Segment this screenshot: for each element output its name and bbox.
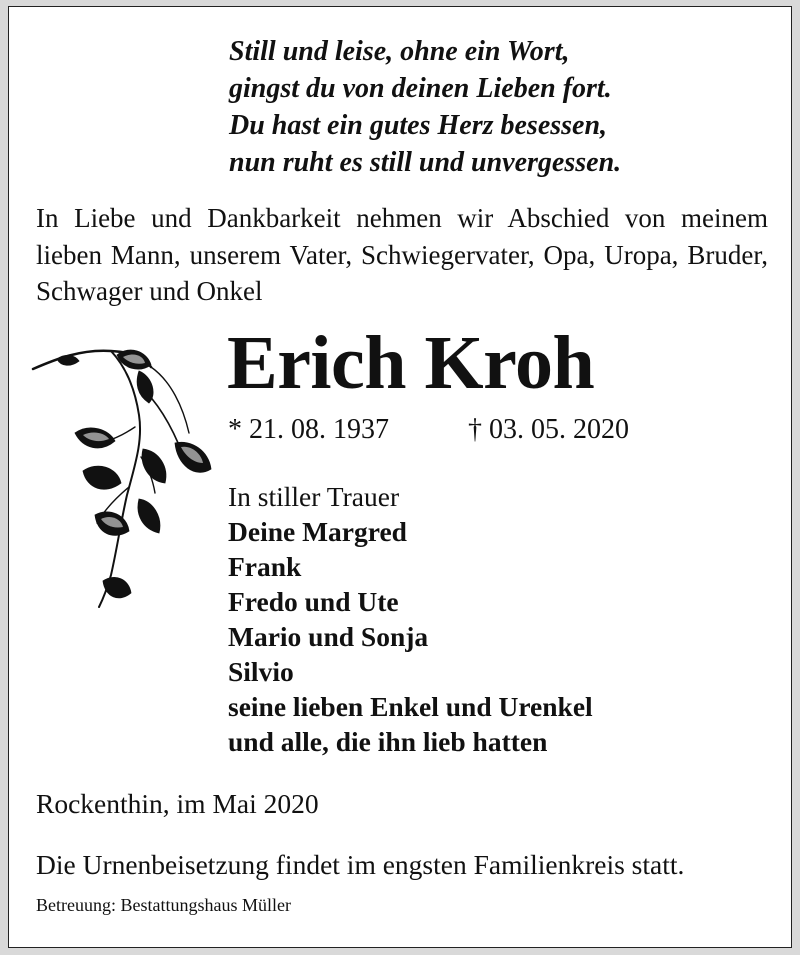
mourner-name: Mario und Sonja: [228, 621, 429, 652]
place-and-date: Rockenthin, im Mai 2020: [36, 788, 319, 819]
poem-line: Still und leise, ohne ein Wort,: [229, 36, 570, 67]
obituary-notice: [8, 6, 792, 948]
mourner-name: seine lieben Enkel und Urenkel: [228, 691, 593, 722]
mourner-name: Deine Margred: [228, 516, 407, 547]
birch-branch-icon: [31, 337, 216, 617]
mourner-name: Silvio: [228, 656, 294, 687]
mourner-name: Fredo und Ute: [228, 586, 399, 617]
burial-note: Die Urnenbeisetzung findet im engsten Familienkreis statt.: [36, 849, 685, 880]
poem: [229, 33, 621, 181]
deceased-name: Erich Kroh: [227, 321, 595, 405]
mourners-list: [228, 479, 593, 759]
funeral-home-credit: Betreuung: Bestattungshaus Müller: [36, 895, 291, 915]
death-date: † 03. 05. 2020: [468, 414, 629, 445]
mourning-lead: In stiller Trauer: [228, 481, 400, 512]
intro-text: In Liebe und Dankbarkeit nehmen wir Abschied von meinem lieben Mann, unserem Vater, Schwiegervater, Opa, Uropa, Bruder, Schwager und Onkel: [36, 203, 768, 306]
poem-line: nun ruht es still und unvergessen.: [229, 147, 622, 178]
poem-line: Du hast ein gutes Herz besessen,: [229, 110, 608, 141]
mourner-name: und alle, die ihn lieb hatten: [228, 726, 548, 757]
mourner-name: Frank: [228, 551, 302, 582]
birth-date: * 21. 08. 1937: [228, 414, 389, 445]
poem-line: gingst du von deinen Lieben fort.: [229, 73, 612, 104]
